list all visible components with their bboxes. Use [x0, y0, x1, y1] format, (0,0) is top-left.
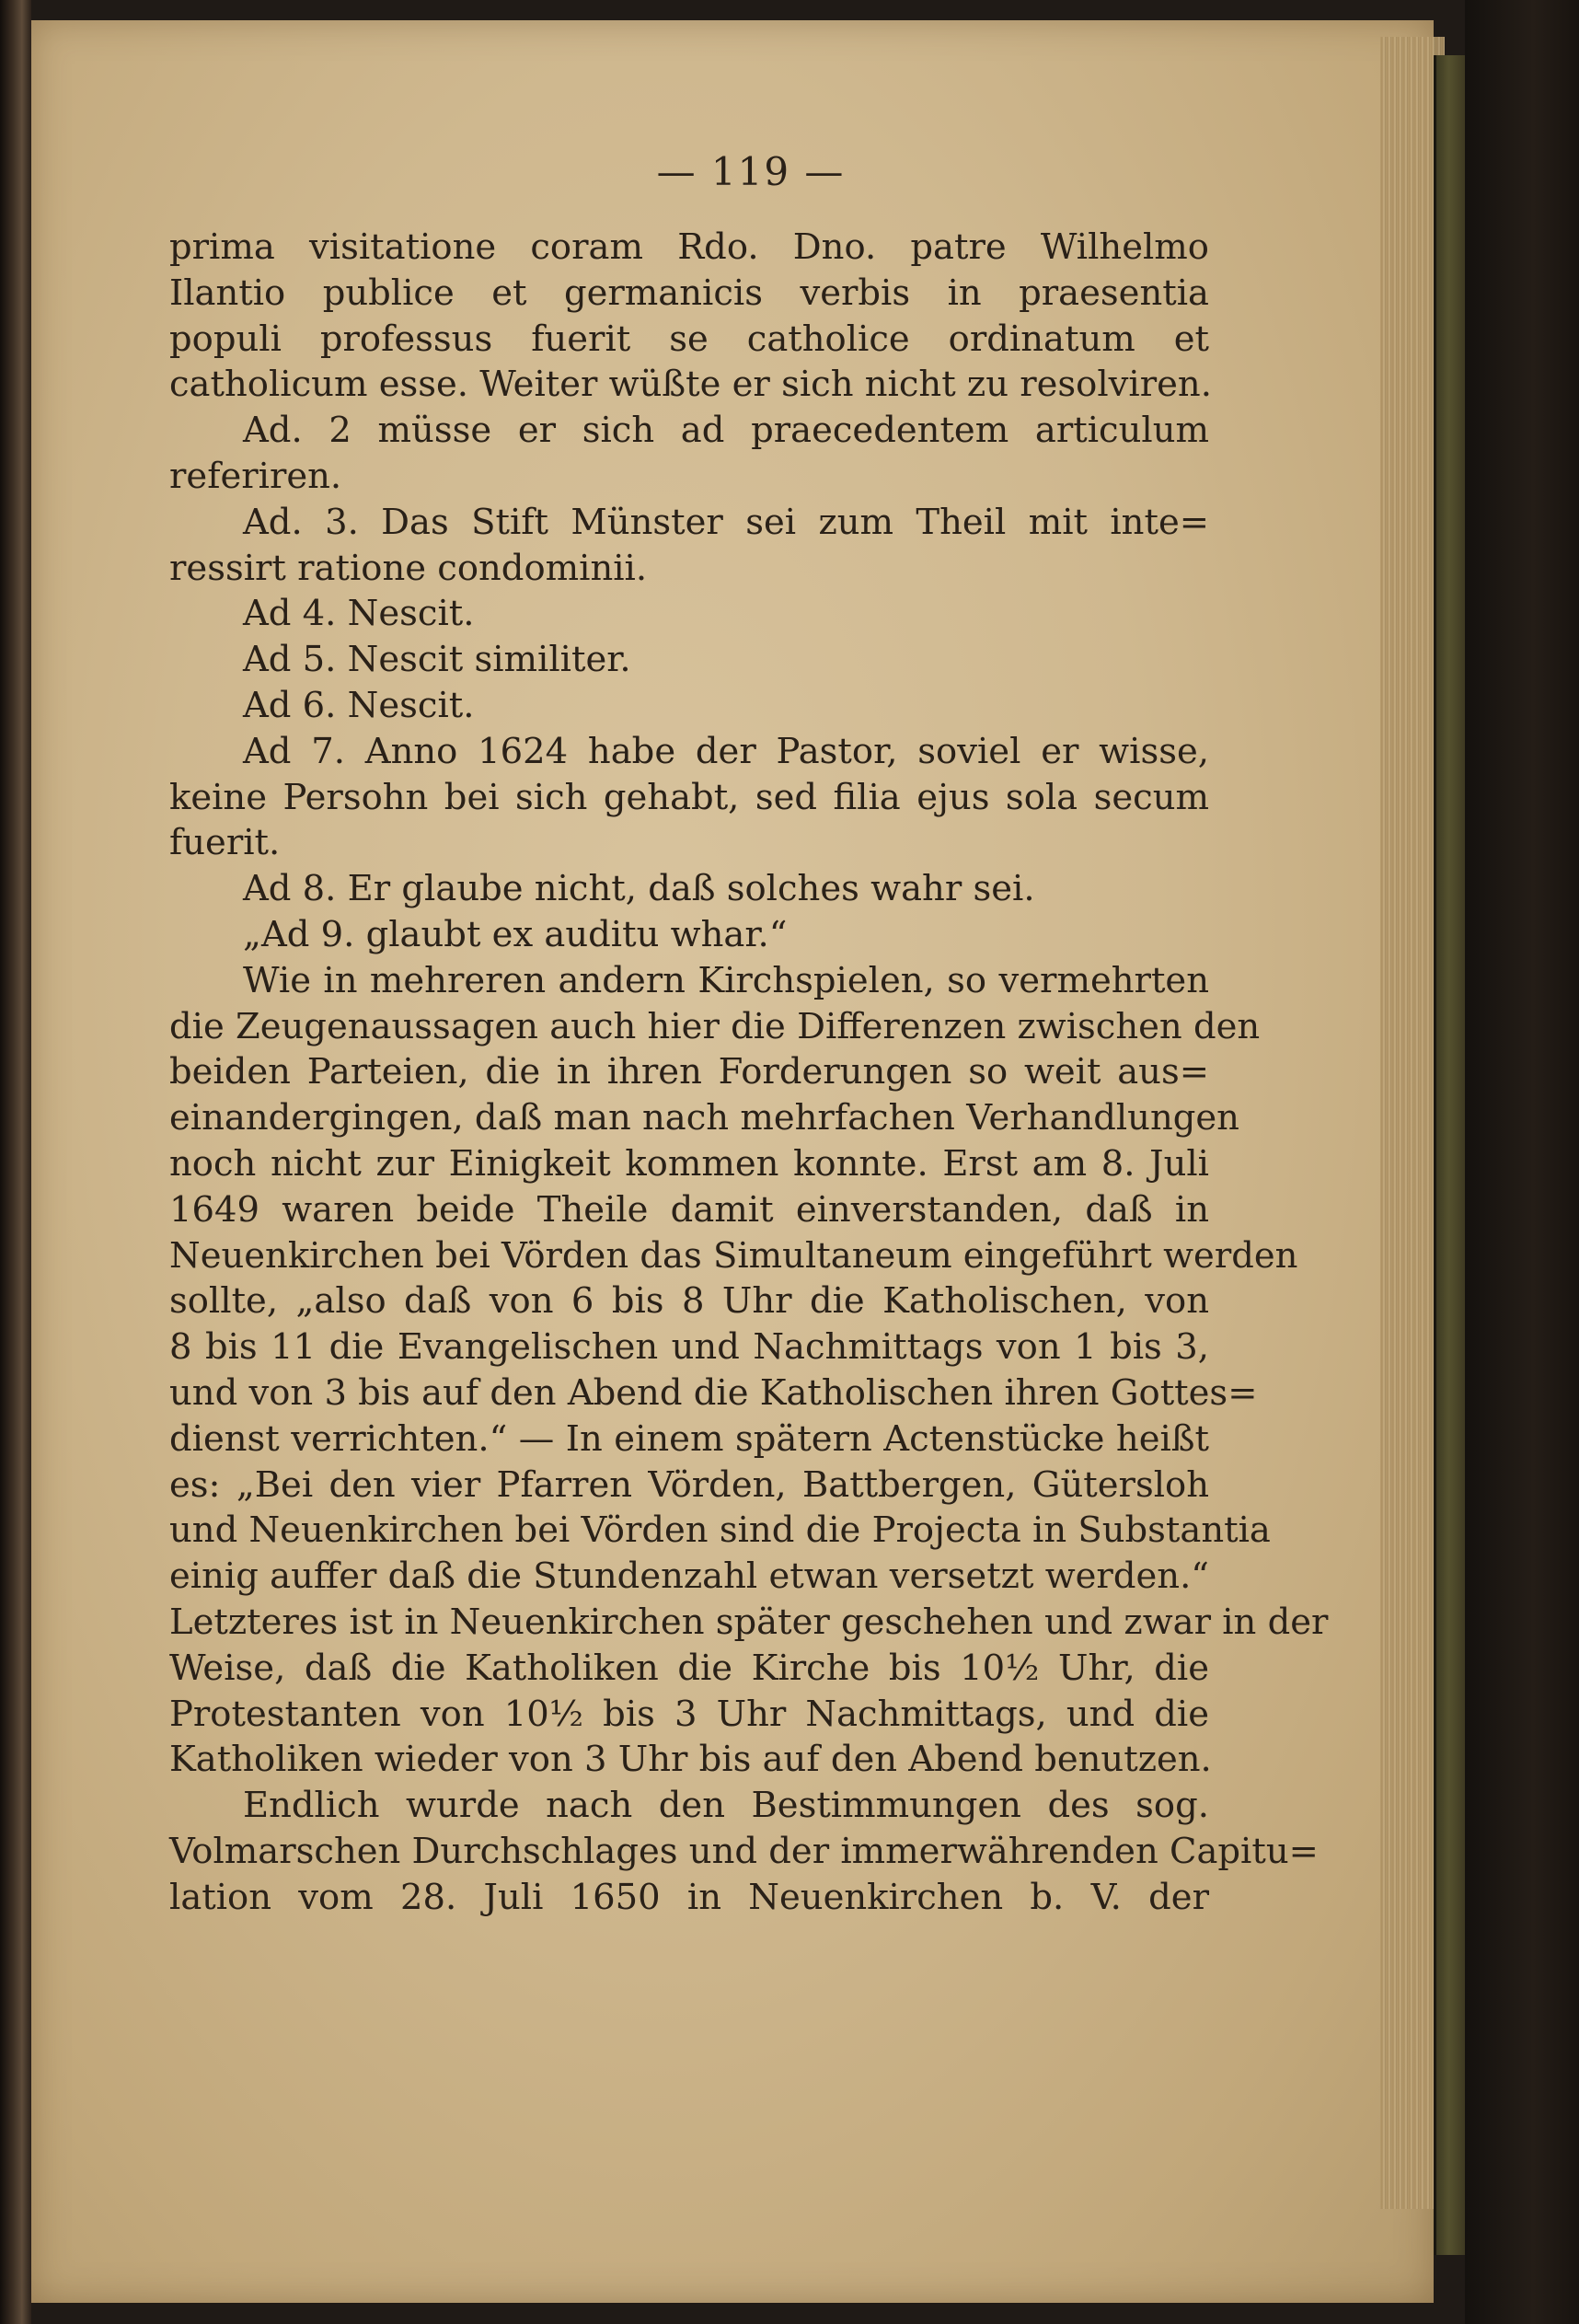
text-line: Weise, daß die Katholiken die Kirche bis 10½ Uhr, die — [169, 1647, 1209, 1689]
text-line: beiden Parteien, die in ihren Forderungen so weit aus= — [169, 1051, 1209, 1093]
text-line: 1649 waren beide Theile damit einverstanden, daß in — [169, 1188, 1209, 1231]
text-line: noch nicht zur Einigkeit kommen konnte. Erst am 8. Juli — [169, 1142, 1209, 1185]
body-text — [169, 225, 1329, 1920]
text-line: catholicum esse. Weiter wüßte er sich nicht zu resolviren. — [169, 364, 1212, 406]
text-line: Ad 7. Anno 1624 habe der Pastor, soviel er wisse, — [243, 730, 1209, 772]
text-line: referiren. — [169, 455, 342, 497]
text-line: keine Persohn bei sich gehabt, sed filia ejus sola secum — [169, 776, 1209, 818]
text-line: und von 3 bis auf den Abend die Katholischen ihren Gottes= — [169, 1371, 1258, 1414]
text-line: Letzteres ist in Neuenkirchen später geschehen und zwar in der — [169, 1601, 1329, 1643]
book-edge-left — [0, 0, 31, 2324]
text-line: sollte, „also daß von 6 bis 8 Uhr die Katholischen, von — [169, 1280, 1209, 1323]
text-line: Neuenkirchen bei Vörden das Simultaneum eingeführt werden — [169, 1234, 1298, 1277]
text-line: lation vom 28. Juli 1650 in Neuenkirchen b. V. der — [169, 1876, 1209, 1918]
text-line: Ad 4. Nescit. — [243, 593, 475, 635]
book-binding — [1434, 55, 1468, 2255]
text-line: die Zeugenaussagen auch hier die Differenzen zwischen den — [169, 1005, 1261, 1047]
text-line: es: „Bei den vier Pfarren Vörden, Battbergen, Gütersloh — [169, 1463, 1209, 1506]
text-line: Ad 8. Er glaube nicht, daß solches wahr sei. — [243, 868, 1035, 910]
text-line: Volmarschen Durchschlages und der immerwährenden Capitu= — [169, 1830, 1319, 1872]
text-line: Protestanten von 10½ bis 3 Uhr Nachmittags, und die — [169, 1693, 1209, 1735]
text-line: Ad. 3. Das Stift Münster sei zum Theil mit inte= — [243, 501, 1209, 543]
text-line: 8 bis 11 die Evangelischen und Nachmittags von 1 bis 3, — [169, 1326, 1209, 1369]
text-line: Wie in mehreren andern Kirchspielen, so vermehrten — [243, 959, 1209, 1001]
text-line: Endlich wurde nach den Bestimmungen des sog. — [243, 1785, 1209, 1827]
text-line: fuerit. — [169, 822, 281, 864]
text-line: ressirt ratione condominii. — [169, 547, 648, 589]
text-line: Ad 6. Nescit. — [243, 684, 475, 726]
text-line: Ad. 2 müsse er sich ad praecedentem articulum — [243, 410, 1209, 452]
book-edge-right — [1465, 0, 1579, 2324]
text-line: einig auffer daß die Stundenzahl etwan versetzt werden.“ — [169, 1555, 1209, 1598]
text-line: Ilantio publice et germanicis verbis in praesentia — [169, 272, 1209, 314]
text-line: einandergingen, daß man nach mehrfachen Verhandlungen — [169, 1097, 1239, 1139]
text-line: Ad 5. Nescit similiter. — [243, 639, 631, 681]
page-number-header: — 119 — — [656, 149, 846, 194]
text-line: populi professus fuerit se catholice ordinatum et — [169, 318, 1209, 360]
text-line: und Neuenkirchen bei Vörden sind die Projecta in Substantia — [169, 1509, 1271, 1552]
text-line: Katholiken wieder von 3 Uhr bis auf den Abend benutzen. — [169, 1739, 1212, 1781]
text-line: dienst verrichten.“ — In einem spätern Actenstücke heißt — [169, 1417, 1209, 1460]
text-line: prima visitatione coram Rdo. Dno. patre Wilhelmo — [169, 226, 1209, 268]
text-line: „Ad 9. glaubt ex auditu whar.“ — [243, 913, 788, 955]
book-page — [31, 20, 1434, 2303]
